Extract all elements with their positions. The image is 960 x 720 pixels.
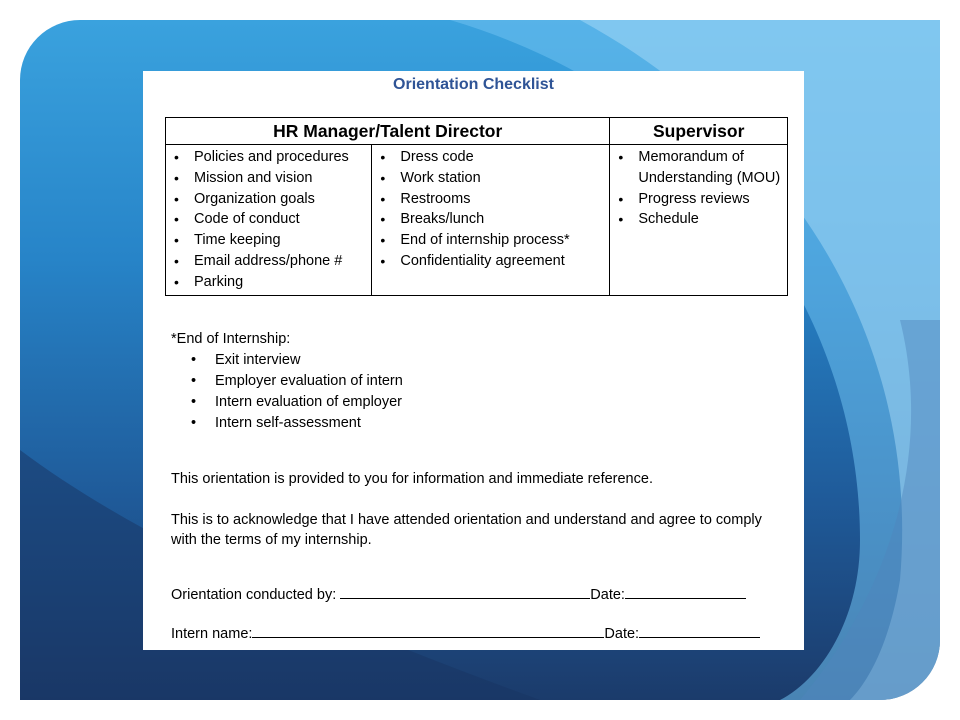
orientation-checklist-document: [143, 71, 804, 650]
hr-column-2: [372, 145, 610, 296]
hr-checklist-item: [378, 168, 605, 189]
supervisor-checklist-item: [616, 209, 783, 230]
header-supervisor: Supervisor: [610, 118, 788, 145]
end-of-internship-list: [171, 350, 403, 434]
bullet-icon: •: [380, 211, 386, 228]
supervisor-checklist-item-text: Progress reviews: [638, 190, 750, 207]
bullet-icon: •: [174, 169, 179, 186]
supervisor-column: [610, 145, 788, 296]
bullet-icon: •: [174, 232, 179, 249]
hr-checklist-item: [172, 168, 367, 189]
bullet-icon: •: [174, 149, 179, 165]
bullet-icon: •: [618, 149, 624, 165]
hr-checklist-item-text: Restrooms: [400, 190, 471, 207]
hr-checklist-item-text: Breaks/lunch: [400, 211, 485, 228]
hr-checklist-item-text: End of internship process*: [400, 232, 570, 249]
acknowledgement-paragraph: This is to acknowledge that I have attended orientation and understand and agree to comply with the terms of my internship.: [171, 512, 762, 548]
bullet-icon: •: [380, 169, 386, 186]
hr-checklist-item-text: Work station: [400, 169, 481, 186]
hr-checklist-item-text: Policies and procedures: [194, 149, 349, 165]
end-of-internship-item-text: Employer evaluation of intern: [215, 373, 403, 389]
hr-checklist-item: [172, 230, 367, 251]
hr-checklist-item: [378, 230, 605, 251]
supervisor-checklist-item-text: Memorandum of Understanding (MOU): [638, 149, 781, 186]
orientation-info-paragraph: This orientation is provided to you for information and immediate reference.: [171, 471, 653, 487]
supervisor-checklist-item: [616, 147, 783, 189]
date-label-2: Date:: [604, 626, 640, 642]
conducted-by-blank[interactable]: [340, 584, 590, 599]
hr-checklist-item: [378, 209, 605, 230]
date-label-1: Date:: [590, 587, 625, 603]
bullet-icon: •: [174, 273, 179, 290]
hr-checklist-item: [172, 272, 367, 293]
hr-checklist-item: [172, 251, 367, 272]
bullet-icon: •: [618, 190, 624, 207]
end-of-internship-item: [171, 392, 403, 413]
bullet-icon: •: [174, 252, 179, 269]
supervisor-list: [616, 147, 783, 230]
hr-checklist-item-text: Time keeping: [194, 232, 281, 249]
hr-checklist-item-text: Parking: [194, 273, 244, 290]
end-of-internship-item: [171, 350, 403, 371]
end-of-internship-item-text: Intern self-assessment: [215, 415, 361, 431]
hr-list-1: [172, 147, 367, 293]
hr-checklist-item-text: Dress code: [400, 149, 474, 165]
end-of-internship-item-text: Exit interview: [215, 352, 301, 368]
hr-column-1: [166, 145, 372, 296]
hr-checklist-item: [172, 209, 367, 230]
bullet-icon: •: [380, 149, 386, 165]
hr-checklist-item: [378, 147, 605, 168]
checklist-table: [165, 117, 788, 296]
end-of-internship-item-text: Intern evaluation of employer: [215, 394, 402, 410]
header-hr-manager: HR Manager/Talent Director: [166, 118, 610, 145]
hr-checklist-item-text: Code of conduct: [194, 211, 300, 228]
hr-checklist-item-text: Organization goals: [194, 190, 315, 207]
hr-checklist-item: [378, 251, 605, 272]
intern-name-blank[interactable]: [252, 623, 604, 638]
hr-checklist-item-text: Mission and vision: [194, 169, 313, 186]
hr-checklist-item: [172, 147, 367, 168]
bullet-icon: •: [380, 252, 386, 269]
bullet-icon: •: [174, 190, 179, 207]
intern-name-line: [171, 623, 760, 644]
supervisor-checklist-item: [616, 189, 783, 210]
bullet-icon: •: [191, 373, 197, 389]
bullet-icon: •: [174, 211, 179, 228]
bullet-icon: •: [618, 211, 624, 228]
hr-checklist-item-text: Confidentiality agreement: [400, 252, 565, 269]
bullet-icon: •: [191, 415, 197, 431]
bullet-icon: •: [191, 352, 197, 368]
end-of-internship-item: [171, 413, 403, 434]
hr-checklist-item-text: Email address/phone #: [194, 252, 343, 269]
end-of-internship-heading: *End of Internship:: [171, 331, 291, 347]
date-blank-2[interactable]: [639, 623, 760, 638]
hr-checklist-item: [378, 189, 605, 210]
bullet-icon: •: [380, 232, 386, 249]
bullet-icon: •: [380, 190, 386, 207]
date-blank-1[interactable]: [625, 584, 746, 599]
end-of-internship-section: [171, 329, 403, 434]
supervisor-checklist-item-text: Schedule: [638, 211, 699, 228]
hr-checklist-item: [172, 189, 367, 210]
hr-list-2: [378, 147, 605, 272]
document-title: Orientation Checklist: [393, 76, 554, 93]
conducted-by-label: Orientation conducted by:: [171, 587, 337, 603]
bullet-icon: •: [191, 394, 197, 410]
end-of-internship-item: [171, 371, 403, 392]
intern-name-label: Intern name:: [171, 626, 253, 642]
conducted-by-line: [171, 584, 746, 605]
